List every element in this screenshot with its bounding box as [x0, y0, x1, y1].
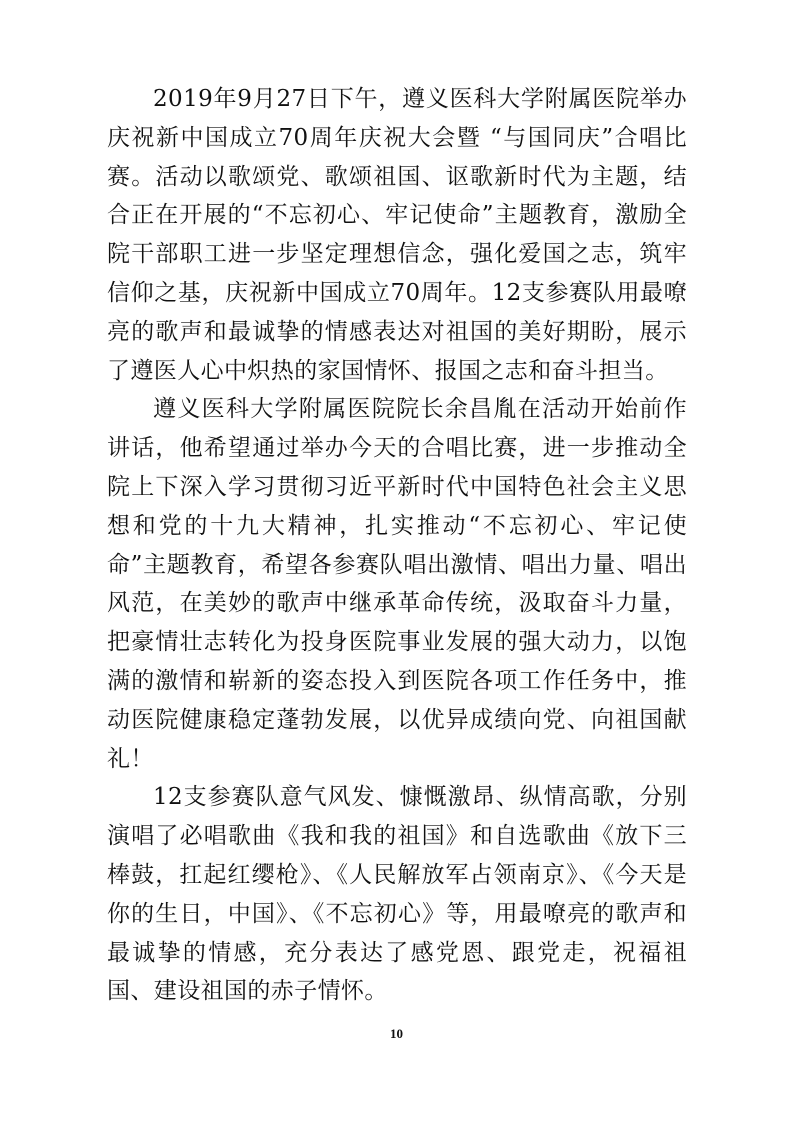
paragraph-performances: 12支参赛队意气风发、慷慨激昂、纵情高歌，分别演唱了必唱歌曲《我和我的祖国》和自选歌曲《放下三棒鼓，扛起红缨枪》、《人民解放军占领南京》、《今天是你的生日，中国》、《不忘初心》等，用最嘹亮的歌声和最诚挚的情感，充分表达了感党恩、跟党走，祝福祖国、建设祖国的赤子情怀。 [107, 784, 687, 1005]
paragraph-president-speech: 遵义医科大学附属医院院长余昌胤在活动开始前作讲话，他希望通过举办今天的合唱比赛，进一步推动全院上下深入学习贯彻习近平新时代中国特色社会主义思想和党的十九大精神，扎实推动“不忘初心、牢记使命”主题教育，希望各参赛队唱出激情、唱出力量、唱出风范，在美妙的歌声中继承革命传统，汲取奋斗力量，把豪情壮志转化为投身医院事业发展的强大动力，以饱满的激情和崭新的姿态投入到医院各项工作任务中，推动医院健康稳定蓬勃发展，以优异成绩向党、向祖国献礼！ [107, 396, 687, 772]
body-text [107, 80, 687, 1011]
page-number: 10 [390, 1026, 403, 1041]
paragraph-event-summary: 2019年9月27日下午，遵义医科大学附属医院举办庆祝新中国成立70周年庆祝大会暨 “与国同庆”合唱比赛。活动以歌颂党、歌颂祖国、讴歌新时代为主题，结合正在开展的“不忘初心、牢记使命”主题教育，激励全院干部职工进一步坚定理想信念，强化爱国之志，筑牢信仰之基，庆祝新中国成立70周年。12支参赛队用最嘹亮的歌声和最诚挚的情感表达对祖国的美好期盼，展示了遵医人心中炽热的家国情怀、报国之志和奋斗担当。 [107, 86, 687, 384]
